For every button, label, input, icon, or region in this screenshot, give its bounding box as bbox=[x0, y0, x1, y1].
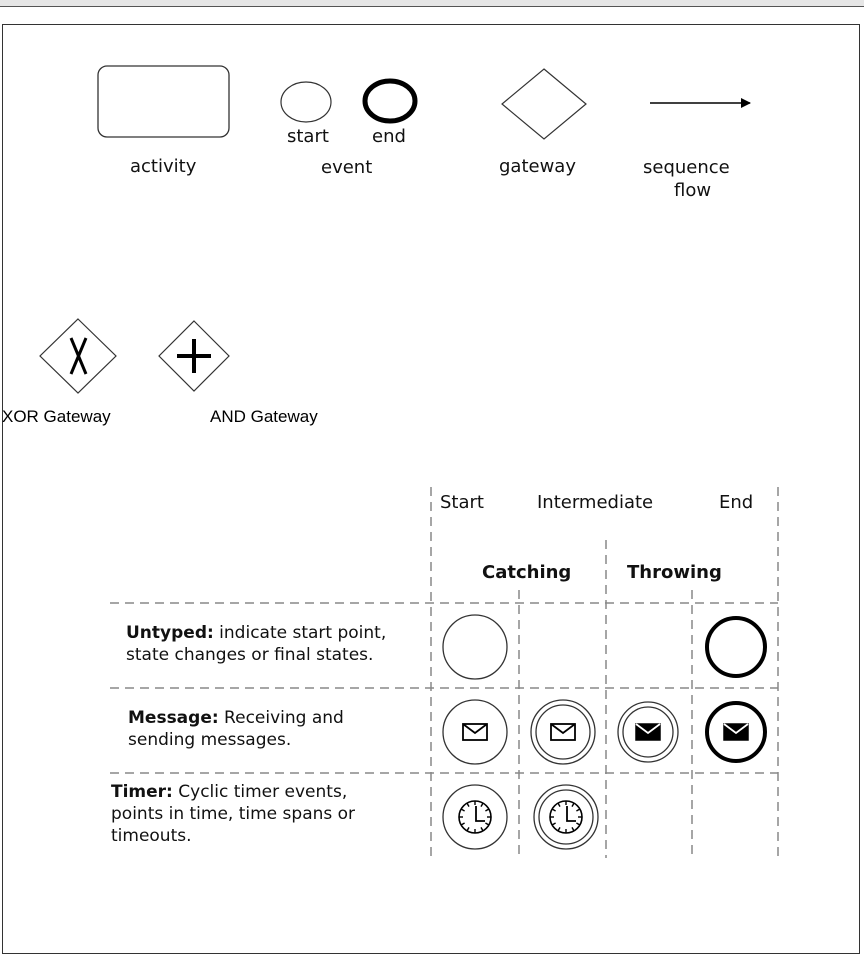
row-untyped-desc-1: indicate start point, bbox=[213, 623, 387, 643]
row-untyped-description bbox=[126, 622, 426, 666]
row-message-desc-2: sending messages. bbox=[128, 730, 292, 750]
and-gateway-label: AND Gateway bbox=[210, 407, 318, 426]
message-end-event-icon bbox=[707, 703, 765, 761]
header-catching: Catching bbox=[482, 562, 572, 583]
end-event-shape bbox=[365, 81, 415, 121]
header-throwing: Throwing bbox=[627, 562, 722, 583]
row-timer-description bbox=[111, 781, 421, 847]
sequence-flow-label-line1: sequence bbox=[643, 157, 730, 178]
gateway-shape bbox=[502, 69, 586, 139]
message-start-event-icon bbox=[443, 700, 507, 764]
message-throwing-intermediate-icon bbox=[618, 702, 678, 762]
message-catching-intermediate-icon bbox=[531, 700, 595, 764]
row-message-desc-1: Receiving and bbox=[218, 708, 344, 728]
header-start: Start bbox=[440, 492, 484, 513]
xor-gateway-shape bbox=[40, 319, 116, 393]
row-message-description bbox=[128, 707, 418, 751]
untyped-end-event-icon bbox=[707, 618, 765, 676]
timer-catching-intermediate-icon bbox=[534, 785, 598, 849]
start-event-shape bbox=[281, 82, 331, 122]
sequence-flow-label-line2: flow bbox=[674, 180, 712, 201]
header-intermediate: Intermediate bbox=[537, 492, 654, 513]
event-start-label: start bbox=[287, 126, 329, 147]
row-timer-desc-3: timeouts. bbox=[111, 826, 192, 846]
row-message-title: Message: bbox=[128, 708, 219, 728]
event-label: event bbox=[321, 157, 373, 178]
row-untyped-desc-2: state changes or final states. bbox=[126, 645, 374, 665]
header-end: End bbox=[719, 492, 754, 513]
activity-label: activity bbox=[130, 156, 197, 177]
row-timer-desc-1: Cyclic timer events, bbox=[172, 782, 348, 802]
timer-start-event-icon bbox=[443, 785, 507, 849]
event-end-label: end bbox=[372, 126, 406, 147]
row-untyped-title: Untyped: bbox=[126, 623, 214, 643]
row-timer-desc-2: points in time, time spans or bbox=[111, 804, 356, 824]
activity-shape bbox=[98, 66, 229, 137]
and-gateway-shape bbox=[159, 321, 229, 391]
gateway-label: gateway bbox=[499, 156, 576, 177]
row-timer-title: Timer: bbox=[111, 782, 173, 802]
untyped-start-event-icon bbox=[443, 615, 507, 679]
xor-gateway-label: XOR Gateway bbox=[2, 407, 111, 426]
